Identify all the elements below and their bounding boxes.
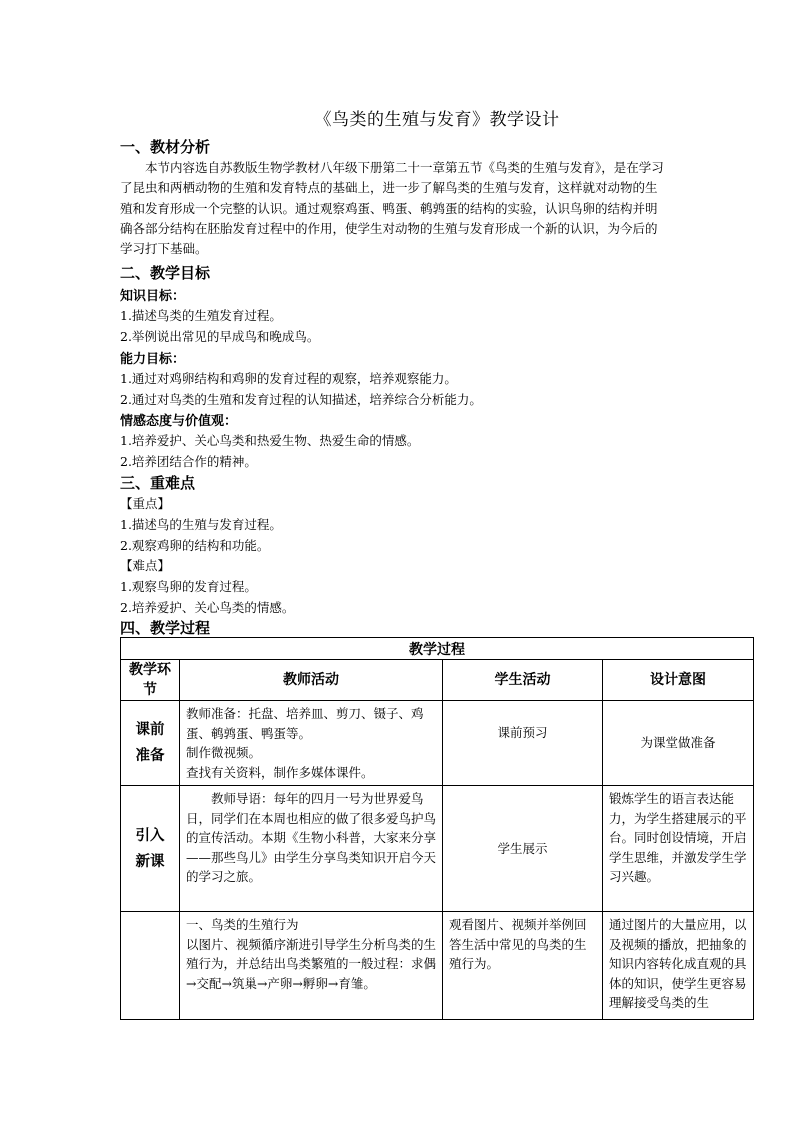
teacher-activity-line: 教师准备：托盘、培养皿、剪刀、镊子、鸡蛋、鹌鹑蛋、鸭蛋等。	[186, 706, 424, 741]
knowledge-objectives-title: 知识目标：	[120, 289, 186, 304]
header-student-activity: 学生活动	[443, 660, 603, 701]
table-row	[121, 912, 754, 1020]
table-row	[121, 701, 754, 786]
stage-cell: 课前准备	[121, 701, 180, 786]
key-point-item: 2.观察鸡卵的结构和功能。	[120, 538, 270, 553]
section-heading-key-points: 三、重难点	[120, 474, 196, 492]
difficulty-item: 2.培养爱护、关心鸟类的情感。	[120, 600, 295, 615]
key-point-item: 1.描述鸟的生殖与发育过程。	[120, 517, 282, 532]
stage-cell	[121, 912, 180, 1020]
emotion-item: 2.培养团结合作的精神。	[120, 454, 257, 469]
design-intent-cell	[603, 701, 754, 786]
table-header-row	[121, 660, 754, 701]
design-intent-cell	[603, 912, 754, 1020]
teacher-activity-cell	[180, 701, 443, 786]
student-activity-text: 观看图片、视频并举例回答生活中常见的鸟类的生殖行为。	[449, 917, 587, 971]
teaching-process-table	[120, 637, 754, 1020]
section-heading-analysis: 一、教材分析	[120, 138, 211, 156]
header-stage: 教学环节	[121, 660, 180, 701]
ability-item: 1.通过对鸡卵结构和鸡卵的发育过程的观察，培养观察能力。	[120, 371, 457, 386]
emotion-objectives-title: 情感态度与价值观：	[120, 414, 238, 429]
design-intent-text: 通过图片的大量应用，以及视频的播放，把抽象的知识内容转化成直观的具体的知识，使学生更容易理解接受鸟类的生	[609, 917, 747, 1010]
teacher-activity-line: 查找有关资料，制作多媒体课件。	[186, 764, 374, 780]
key-point-label: 【重点】	[120, 496, 171, 511]
header-teacher-activity: 教师活动	[180, 660, 443, 701]
teacher-activity-cell	[180, 912, 443, 1020]
teacher-activity-cell	[180, 786, 443, 912]
difficulty-label: 【难点】	[120, 558, 171, 573]
difficulty-item: 1.观察鸟卵的发育过程。	[120, 579, 257, 594]
document-title: 《鸟类的生殖与发育》教学设计	[314, 110, 560, 130]
table-caption: 教学过程	[121, 638, 754, 660]
stage-cell: 引入新课	[121, 786, 180, 912]
analysis-paragraph: 本节内容选自苏教版生物学教材八年级下册第二十一章第五节《鸟类的生殖与发育》，是在学习了昆虫和两栖动物的生殖和发育特点的基础上，进一步了解鸟类的生殖与发育，这样就对动物的生殖和发育形成一个完整的认识。通过观察鸡蛋、鸭蛋、鹌鹑蛋的结构的实验，认识鸟卵的结构并明确各部分结构在胚胎发育过程中的作用，使学生对动物的生殖与发育形成一个新的认识，为今后的学习打下基础。	[120, 160, 664, 257]
knowledge-item: 1.描述鸟类的生殖发育过程。	[120, 308, 282, 323]
student-activity-cell	[443, 701, 603, 786]
design-intent-text: 锻炼学生的语言表达能力，为学生搭建展示的平台。同时创设情境，开启学生思维，并激发学生学习兴趣。	[609, 791, 747, 884]
teacher-activity-line: 教师导语：每年的四月一号为世界爱鸟日，同学们在本周也相应的做了很多爱鸟护鸟的宣传活动。本期《生物小科普，大家来分享——那些鸟儿》由学生分享鸟类知识开启今天的学习之旅。	[186, 791, 437, 884]
teacher-activity-line: 制作微视频。	[186, 745, 262, 760]
student-activity-cell	[443, 786, 603, 912]
teacher-activity-line: 以图片、视频循序渐进引导学生分析鸟类的生殖行为，并总结出鸟类繁殖的一般过程：求偶→交配→筑巢→产卵→孵卵→育雏。	[186, 936, 437, 991]
student-activity-cell	[443, 912, 603, 1020]
design-intent-cell	[603, 786, 754, 912]
ability-item: 2.通过对鸟类的生殖和发育过程的认知描述，培养综合分析能力。	[120, 392, 482, 407]
knowledge-item: 2.举例说出常见的早成鸟和晚成鸟。	[120, 329, 320, 344]
ability-objectives-title: 能力目标：	[120, 352, 186, 367]
student-activity-text: 学生展示	[497, 840, 548, 856]
emotion-item: 1.培养爱护、关心鸟类和热爱生物、热爱生命的情感。	[120, 433, 420, 448]
header-design-intent: 设计意图	[603, 660, 754, 701]
section-heading-process: 四、教学过程	[120, 619, 211, 637]
student-activity-text: 课前预习	[497, 725, 548, 740]
teacher-activity-line: 一、鸟类的生殖行为	[186, 917, 299, 932]
section-heading-objectives: 二、教学目标	[120, 264, 211, 282]
design-intent-text: 为课堂做准备	[640, 735, 716, 751]
table-row	[121, 786, 754, 912]
